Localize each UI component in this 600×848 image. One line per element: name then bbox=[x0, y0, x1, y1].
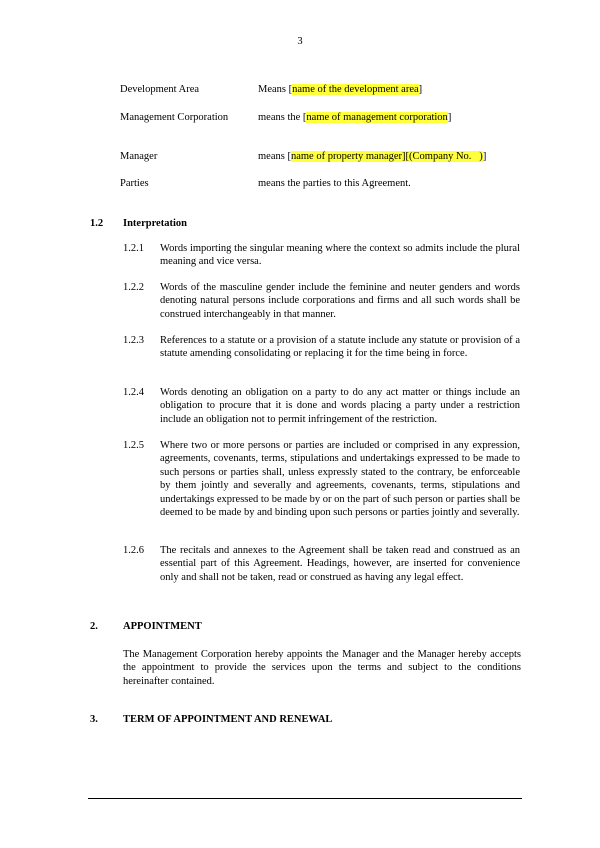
clause-text: Where two or more persons or parties are included or comprised in any expression, agreements, covenants, terms, stipulations and undertakings expressed to be made to such persons or parties shall, unless expressly stated to the contrary, be enforceable by them jointly and severally and agreements, covenants, terms, stipulations and undertakings expressed to be made by or on the part of such person or parties shall be deemed to be made by and binding upon such persons or parties jointly and severally. bbox=[160, 440, 520, 519]
definition-term: Manager bbox=[120, 151, 158, 162]
placeholder-highlight: name of the development area bbox=[292, 84, 419, 95]
definition-prefix: means the [ bbox=[258, 112, 307, 123]
clause-text: References to a statute or a provision of a statute include any statute or provision of a statute amending consolidating or replacing it for the time being in force. bbox=[160, 335, 520, 360]
definition-text bbox=[258, 151, 486, 162]
definition-prefix: Means [ bbox=[258, 84, 293, 95]
clause-text: Words importing the singular meaning where the context so admits include the plural meaning and vice versa. bbox=[160, 243, 520, 268]
section-title: Interpretation bbox=[123, 218, 187, 229]
clause-number: 1.2.2 bbox=[123, 282, 144, 293]
definition-text bbox=[258, 178, 411, 189]
section-number: 1.2 bbox=[90, 218, 104, 229]
clause-text: Words denoting an obligation on a party to do any act matter or things include an obligation to procure that it is done and words placing a party under a restriction include an obligation not to permit infringement of the restriction. bbox=[160, 387, 520, 425]
clause-number: 1.2.3 bbox=[123, 335, 144, 346]
placeholder-highlight: name of management corporation bbox=[306, 112, 448, 123]
definition-term: Development Area bbox=[120, 84, 200, 95]
footer-rule bbox=[88, 798, 522, 799]
page-number: 3 bbox=[297, 36, 303, 47]
clause-text: Words of the masculine gender include the feminine and neuter genders and words denoting natural persons include corporations and firms and all such words shall be construed interchangeably in that manner. bbox=[160, 282, 520, 320]
appointment-paragraph: The Management Corporation hereby appoints the Manager and the Manager hereby accepts the appointment to provide the services upon the terms and subject to the conditions hereinafter contained. bbox=[123, 649, 521, 687]
section-number: 3. bbox=[90, 714, 98, 725]
definition-term: Management Corporation bbox=[120, 112, 229, 123]
definition-text bbox=[258, 84, 422, 95]
clause-text: The recitals and annexes to the Agreement shall be taken read and construed as an essential part of this Agreement. Headings, however, are inserted for convenience only and shall not be taken, read or construed as having any legal effect. bbox=[160, 545, 520, 583]
definition-suffix: ] bbox=[418, 84, 423, 95]
clause-number: 1.2.4 bbox=[123, 387, 144, 398]
clause-number: 1.2.6 bbox=[123, 545, 144, 556]
definition-suffix: ] bbox=[447, 112, 452, 123]
definition-text bbox=[258, 112, 451, 123]
definition-row bbox=[120, 151, 540, 167]
definition-term: Parties bbox=[120, 178, 149, 189]
definition-row bbox=[120, 84, 540, 100]
clause-number: 1.2.1 bbox=[123, 243, 144, 254]
definition-row bbox=[120, 112, 540, 128]
section-title: TERM OF APPOINTMENT AND RENEWAL bbox=[123, 714, 333, 725]
definition-prefix: means [ bbox=[258, 151, 291, 162]
definition-suffix: ] bbox=[482, 151, 487, 162]
section-title: APPOINTMENT bbox=[123, 621, 202, 632]
placeholder-highlight: name of property manager][(Company No. ) bbox=[290, 151, 483, 162]
section-number: 2. bbox=[90, 621, 98, 632]
clause-number: 1.2.5 bbox=[123, 440, 144, 451]
definition-prefix: means the parties to this Agreement. bbox=[258, 178, 411, 189]
definition-row bbox=[120, 178, 540, 194]
